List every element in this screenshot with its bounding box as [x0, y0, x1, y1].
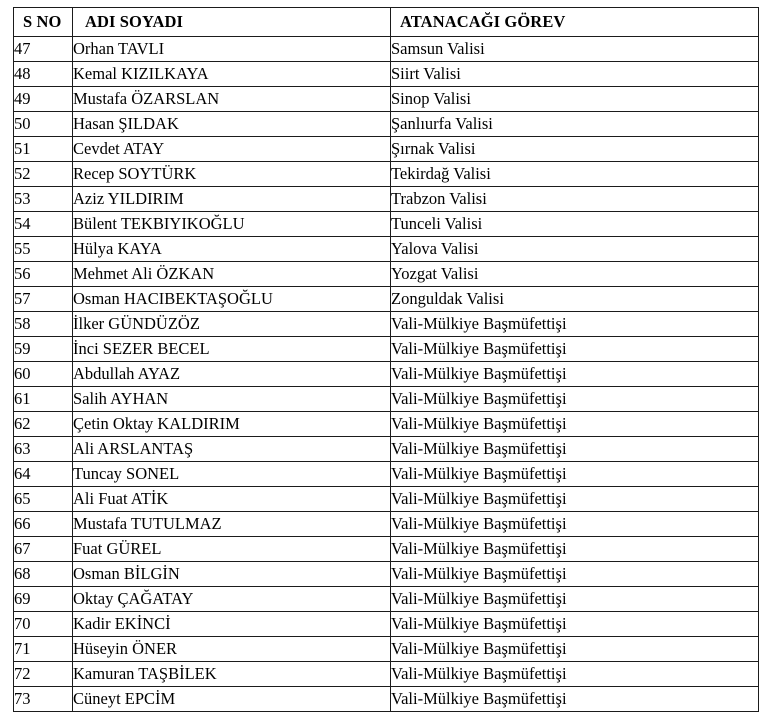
table-row: [14, 512, 759, 537]
cell-duty: Vali-Mülkiye Başmüfettişi: [391, 537, 759, 562]
cell-name: Fuat GÜREL: [73, 537, 391, 562]
table-row: [14, 587, 759, 612]
cell-duty: Vali-Mülkiye Başmüfettişi: [391, 662, 759, 687]
table-row: [14, 687, 759, 712]
cell-name: Kamuran TAŞBİLEK: [73, 662, 391, 687]
column-header-duty: ATANACAĞI GÖREV: [391, 8, 759, 37]
table-header-row: [14, 8, 759, 37]
table-row: [14, 612, 759, 637]
cell-duty: Vali-Mülkiye Başmüfettişi: [391, 637, 759, 662]
table-row: [14, 137, 759, 162]
cell-sno: 50: [14, 112, 73, 137]
cell-name: Bülent TEKBIYIKOĞLU: [73, 212, 391, 237]
cell-sno: 72: [14, 662, 73, 687]
cell-duty: Vali-Mülkiye Başmüfettişi: [391, 562, 759, 587]
cell-duty: Vali-Mülkiye Başmüfettişi: [391, 387, 759, 412]
cell-name: Osman HACIBEKTAŞOĞLU: [73, 287, 391, 312]
appointment-table: [13, 7, 759, 712]
table-row: [14, 287, 759, 312]
cell-name: Mustafa TUTULMAZ: [73, 512, 391, 537]
table-row: [14, 62, 759, 87]
cell-duty: Tekirdağ Valisi: [391, 162, 759, 187]
cell-name: Hasan ŞILDAK: [73, 112, 391, 137]
table-row: [14, 187, 759, 212]
cell-sno: 65: [14, 487, 73, 512]
cell-duty: Şanlıurfa Valisi: [391, 112, 759, 137]
cell-sno: 52: [14, 162, 73, 187]
cell-sno: 66: [14, 512, 73, 537]
cell-name: Osman BİLGİN: [73, 562, 391, 587]
cell-sno: 62: [14, 412, 73, 437]
column-header-sno: S NO: [14, 8, 73, 37]
table-row: [14, 312, 759, 337]
cell-duty: Vali-Mülkiye Başmüfettişi: [391, 412, 759, 437]
cell-sno: 68: [14, 562, 73, 587]
cell-sno: 57: [14, 287, 73, 312]
cell-name: Recep SOYTÜRK: [73, 162, 391, 187]
cell-name: Hülya KAYA: [73, 237, 391, 262]
cell-sno: 59: [14, 337, 73, 362]
table-row: [14, 462, 759, 487]
cell-duty: Siirt Valisi: [391, 62, 759, 87]
table-row: [14, 362, 759, 387]
cell-sno: 47: [14, 37, 73, 62]
table-row: [14, 637, 759, 662]
cell-sno: 56: [14, 262, 73, 287]
cell-name: Hüseyin ÖNER: [73, 637, 391, 662]
table-row: [14, 412, 759, 437]
cell-name: İnci SEZER BECEL: [73, 337, 391, 362]
cell-name: Ali Fuat ATİK: [73, 487, 391, 512]
cell-sno: 70: [14, 612, 73, 637]
cell-sno: 49: [14, 87, 73, 112]
cell-duty: Vali-Mülkiye Başmüfettişi: [391, 462, 759, 487]
cell-duty: Vali-Mülkiye Başmüfettişi: [391, 612, 759, 637]
cell-duty: Samsun Valisi: [391, 37, 759, 62]
cell-name: Abdullah AYAZ: [73, 362, 391, 387]
table-row: [14, 212, 759, 237]
cell-sno: 69: [14, 587, 73, 612]
cell-sno: 55: [14, 237, 73, 262]
cell-sno: 73: [14, 687, 73, 712]
column-header-name: ADI SOYADI: [73, 8, 391, 37]
cell-duty: Vali-Mülkiye Başmüfettişi: [391, 362, 759, 387]
cell-name: Aziz YILDIRIM: [73, 187, 391, 212]
cell-sno: 48: [14, 62, 73, 87]
cell-name: Cüneyt EPCİM: [73, 687, 391, 712]
table-row: [14, 487, 759, 512]
cell-name: Çetin Oktay KALDIRIM: [73, 412, 391, 437]
cell-name: Orhan TAVLI: [73, 37, 391, 62]
table-row: [14, 387, 759, 412]
cell-name: Mustafa ÖZARSLAN: [73, 87, 391, 112]
table-header: [14, 8, 759, 37]
cell-sno: 71: [14, 637, 73, 662]
cell-duty: Vali-Mülkiye Başmüfettişi: [391, 437, 759, 462]
table-row: [14, 662, 759, 687]
cell-sno: 53: [14, 187, 73, 212]
table-body: [14, 37, 759, 712]
cell-duty: Yalova Valisi: [391, 237, 759, 262]
cell-duty: Sinop Valisi: [391, 87, 759, 112]
table-row: [14, 262, 759, 287]
cell-name: Kadir EKİNCİ: [73, 612, 391, 637]
cell-sno: 63: [14, 437, 73, 462]
cell-duty: Vali-Mülkiye Başmüfettişi: [391, 587, 759, 612]
cell-name: Oktay ÇAĞATAY: [73, 587, 391, 612]
cell-sno: 61: [14, 387, 73, 412]
cell-name: Kemal KIZILKAYA: [73, 62, 391, 87]
cell-duty: Vali-Mülkiye Başmüfettişi: [391, 312, 759, 337]
table-row: [14, 237, 759, 262]
cell-sno: 67: [14, 537, 73, 562]
table-row: [14, 162, 759, 187]
cell-name: Tuncay SONEL: [73, 462, 391, 487]
cell-sno: 60: [14, 362, 73, 387]
table-row: [14, 112, 759, 137]
cell-duty: Vali-Mülkiye Başmüfettişi: [391, 512, 759, 537]
table-row: [14, 37, 759, 62]
table-row: [14, 87, 759, 112]
table-row: [14, 562, 759, 587]
cell-duty: Tunceli Valisi: [391, 212, 759, 237]
cell-duty: Vali-Mülkiye Başmüfettişi: [391, 487, 759, 512]
cell-sno: 58: [14, 312, 73, 337]
cell-name: Ali ARSLANTAŞ: [73, 437, 391, 462]
table-row: [14, 437, 759, 462]
cell-duty: Şırnak Valisi: [391, 137, 759, 162]
cell-name: Cevdet ATAY: [73, 137, 391, 162]
cell-name: İlker GÜNDÜZÖZ: [73, 312, 391, 337]
table-row: [14, 337, 759, 362]
cell-duty: Zonguldak Valisi: [391, 287, 759, 312]
cell-sno: 64: [14, 462, 73, 487]
cell-name: Salih AYHAN: [73, 387, 391, 412]
cell-duty: Trabzon Valisi: [391, 187, 759, 212]
table-row: [14, 537, 759, 562]
cell-duty: Vali-Mülkiye Başmüfettişi: [391, 337, 759, 362]
cell-name: Mehmet Ali ÖZKAN: [73, 262, 391, 287]
cell-duty: Vali-Mülkiye Başmüfettişi: [391, 687, 759, 712]
cell-duty: Yozgat Valisi: [391, 262, 759, 287]
cell-sno: 51: [14, 137, 73, 162]
cell-sno: 54: [14, 212, 73, 237]
